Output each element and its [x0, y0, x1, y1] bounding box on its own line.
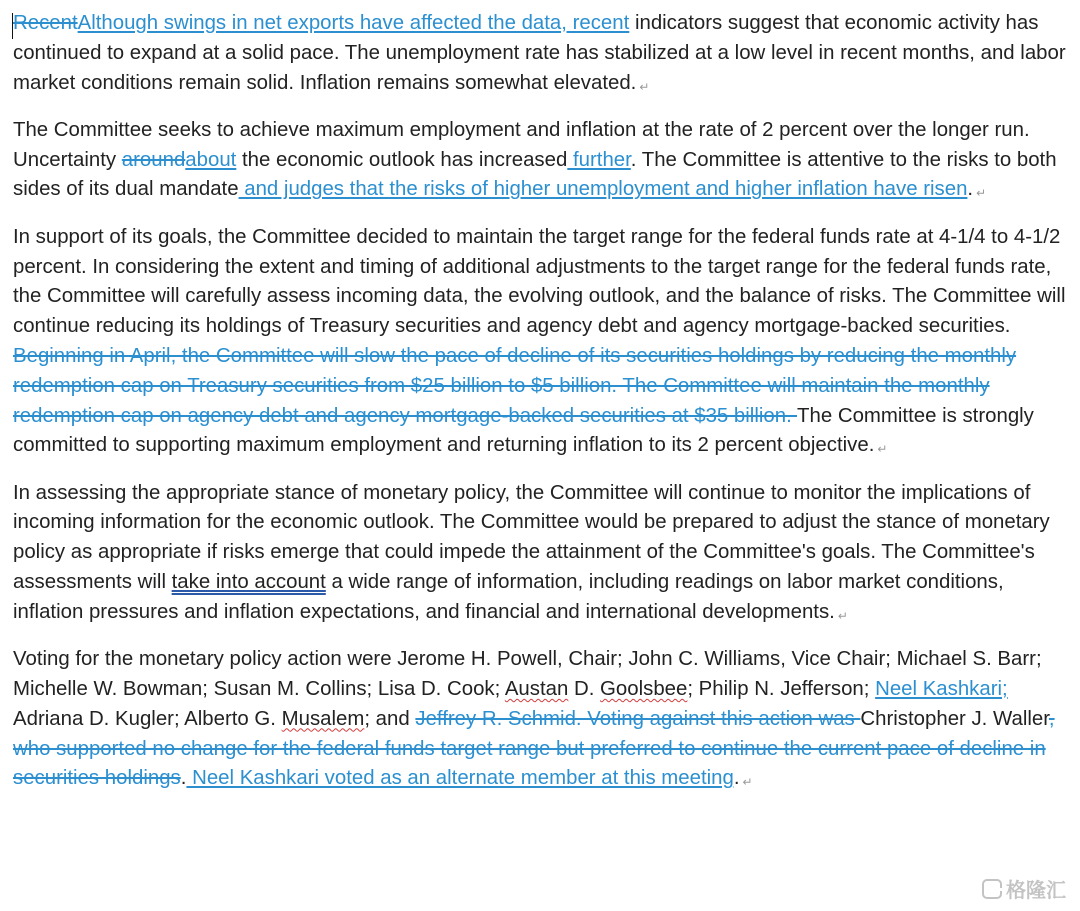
paragraph-mark-icon: ↵ [742, 775, 753, 790]
paragraph-mark-icon: ↵ [639, 79, 650, 94]
paragraph-policy-action[interactable] [13, 223, 1067, 465]
double-underlined-text: take into account [171, 571, 326, 594]
text-run: . [733, 767, 740, 790]
inserted-text: Neel Kashkari; [875, 677, 1008, 700]
text-run: a wide range of information, including readings on labor market conditions, inflation pressures and inflation expectations, and financial and international developments. [13, 571, 1004, 623]
watermark-text: 格隆汇 [1006, 880, 1066, 902]
text-run: In assessing the appropriate stance of monetary policy, the Committee will continue to monitor the implications of incoming information for the economic outlook. The Committee would be prepared to adjust the stance of monetary policy as appropriate if risks emerge that could impede the attainment of the Committee's goals. The Committee's assessments will [13, 481, 1050, 594]
text-run: D. [568, 677, 601, 700]
deleted-text: around [121, 148, 186, 171]
deleted-text: Beginning in April, the Committee will slow the pace of decline of its securities holdings by reducing the monthly redemption cap on Treasury securities from $25 billion to $5 billion. The Committee will maintain the monthly redemption cap on agency debt and agency mortgage-backed securities at $35 billion. [13, 344, 1017, 427]
paragraph-assessment[interactable] [13, 479, 1067, 632]
inserted-text: about [185, 148, 237, 171]
spelling-flagged-text: Goolsbee [600, 677, 688, 700]
text-run: ; and [364, 707, 416, 730]
deleted-text: Jeffrey R. Schmid. Voting against this action was [415, 707, 861, 730]
paragraph-voting[interactable] [13, 645, 1067, 798]
paragraph-objectives[interactable] [13, 116, 1067, 209]
text-run: the economic outlook has increased [236, 148, 568, 171]
deleted-text: , who supported no change for the federal funds target range but preferred to continue the current pace of decline in securities holdings [13, 707, 1055, 790]
spelling-flagged-text: Musalem [281, 707, 365, 730]
document-body[interactable] [13, 9, 1067, 812]
deleted-text: Recent [13, 12, 78, 34]
inserted-text: further [567, 148, 631, 171]
text-run: Christopher J. Waller [860, 707, 1049, 730]
inserted-text: and judges that the risks of higher unemployment and higher inflation have risen [238, 178, 968, 201]
watermark [982, 874, 1066, 903]
spelling-flagged-text: Austan [504, 677, 569, 700]
text-run: Voting for the monetary policy action were Jerome H. Powell, Chair; John C. Williams, Vice Chair; Michael S. Barr; Michelle W. Bowman; Susan M. Collins; Lisa D. Cook; [13, 648, 1042, 700]
paragraph-mark-icon: ↵ [877, 442, 888, 457]
inserted-text: Neel Kashkari voted as an alternate member at this meeting [186, 767, 734, 790]
text-run: The Committee seeks to achieve maximum employment and inflation at the rate of 2 percent over the longer run. Uncertainty [13, 118, 1030, 171]
text-run: . The Committee is attentive to the risks to both sides of its dual mandate [13, 148, 1057, 201]
paragraph-mark-icon: ↵ [837, 608, 848, 623]
text-run: In support of its goals, the Committee decided to maintain the target range for the federal funds rate at 4-1/4 to 4-1/2 percent. In considering the extent and timing of additional adjustments to the target range for the federal funds rate, the Committee will carefully assess incoming data, the evolving outlook, and the balance of risks. The Committee will continue reducing its holdings of Treasury securities and agency debt and agency mortgage-backed securities. [13, 225, 1066, 338]
paragraph-statement[interactable] [13, 9, 1067, 102]
text-run: . [180, 767, 187, 790]
paragraph-mark-icon: ↵ [976, 186, 987, 201]
text-run: Adriana D. Kugler; Alberto G. [13, 707, 282, 730]
inserted-text: Although swings in net exports have affected the data, recent [77, 12, 630, 34]
text-run: The Committee is strongly committed to supporting maximum employment and returning inflation to its 2 percent objective. [13, 404, 1034, 457]
g-logo-icon [982, 879, 1002, 899]
text-run: ; Philip N. Jefferson; [687, 677, 876, 700]
text-run: indicators suggest that economic activity has continued to expand at a solid pace. The unemployment rate has stabilized at a low level in recent months, and labor market conditions remain solid. Inflation remains somewhat elevated. [13, 12, 1066, 94]
text-run: . [967, 178, 974, 201]
